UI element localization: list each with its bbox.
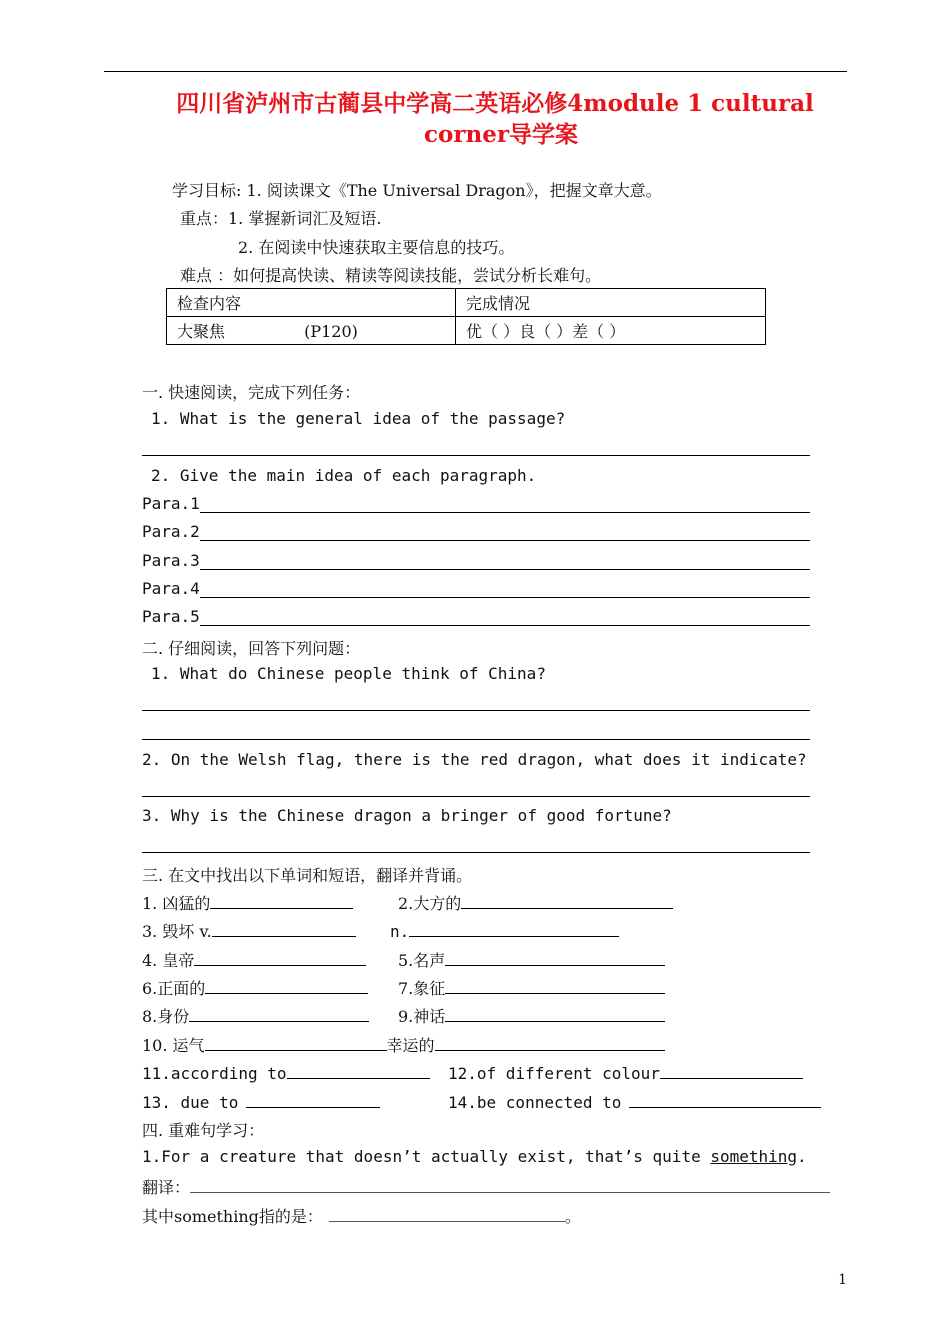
para-label: Para.5 bbox=[142, 607, 200, 626]
vocab-label: n. bbox=[390, 922, 410, 941]
vocab-blank[interactable] bbox=[189, 1004, 369, 1022]
vocab-label: 10. 运气 bbox=[142, 1036, 205, 1055]
table-header-cell: 检查内容 bbox=[167, 289, 456, 317]
para-answer-line[interactable] bbox=[200, 597, 810, 598]
refers-row bbox=[142, 1204, 581, 1227]
answer-line[interactable] bbox=[142, 455, 810, 456]
title-line-2: corner导学案 bbox=[424, 121, 578, 148]
translation-row bbox=[142, 1175, 830, 1198]
section2-question-3: 3. Why is the Chinese dragon a bringer of good fortune? bbox=[142, 806, 672, 825]
translate-label: 翻译： bbox=[142, 1178, 191, 1197]
vocab-label: 11.according to bbox=[142, 1064, 287, 1083]
vocab-item-12 bbox=[448, 1061, 803, 1083]
answer-line[interactable] bbox=[142, 852, 810, 853]
table-cell bbox=[167, 317, 456, 345]
sentence-end: . bbox=[797, 1147, 807, 1166]
vocab-blank[interactable] bbox=[660, 1061, 803, 1079]
table-cell-status: 优（ ）良（ ）差（ ） bbox=[456, 317, 766, 345]
document-title bbox=[100, 88, 890, 150]
key-sentence bbox=[142, 1147, 807, 1166]
vocab-label: 2.大方的 bbox=[398, 894, 462, 913]
vocab-blank[interactable] bbox=[194, 948, 366, 966]
row-page: (P120) bbox=[304, 322, 358, 341]
vocab-item-1 bbox=[142, 891, 353, 914]
vocab-label: 6.正面的 bbox=[142, 979, 206, 998]
key-point-2: 2. 在阅读中快速获取主要信息的技巧。 bbox=[238, 238, 515, 257]
vocab-blank[interactable] bbox=[205, 1033, 387, 1051]
table-row bbox=[167, 317, 766, 345]
section2-question-2: 2. On the Welsh flag, there is the red dragon, what does it indicate? bbox=[142, 750, 807, 769]
vocab-label: 4. 皇帝 bbox=[142, 951, 195, 970]
vocab-blank[interactable] bbox=[445, 1004, 665, 1022]
answer-line[interactable] bbox=[142, 739, 810, 740]
vocab-blank[interactable] bbox=[246, 1090, 380, 1108]
vocab-blank[interactable] bbox=[461, 891, 673, 909]
section2-heading: 二. 仔细阅读，回答下列问题： bbox=[142, 639, 361, 658]
refers-label: 其中something指的是： bbox=[142, 1207, 323, 1226]
vocab-item-6 bbox=[142, 976, 368, 999]
vocab-blank[interactable] bbox=[445, 948, 665, 966]
para-answer-line[interactable] bbox=[200, 625, 810, 626]
vocab-item-3 bbox=[142, 919, 356, 942]
vocab-blank[interactable] bbox=[287, 1061, 430, 1079]
vocab-blank[interactable] bbox=[629, 1090, 821, 1108]
section1-question-2: 2. Give the main idea of each paragraph. bbox=[151, 466, 537, 485]
vocab-item-10 bbox=[142, 1033, 665, 1056]
vocab-item-8 bbox=[142, 1004, 369, 1027]
section3-heading: 三. 在文中找出以下单词和短语，翻译并背诵。 bbox=[142, 866, 473, 885]
para-label: Para.4 bbox=[142, 579, 200, 598]
vocab-label: 14.be connected to bbox=[448, 1093, 622, 1112]
para-answer-line[interactable] bbox=[200, 569, 810, 570]
vocab-label: 3. 毁坏 v. bbox=[142, 922, 212, 941]
refers-blank[interactable] bbox=[329, 1204, 565, 1222]
para-label: Para.1 bbox=[142, 494, 200, 513]
vocab-blank[interactable] bbox=[435, 1033, 665, 1051]
row-item: 大聚焦 bbox=[177, 322, 226, 341]
answer-line[interactable] bbox=[142, 796, 810, 797]
vocab-label: 13. due to bbox=[142, 1093, 239, 1112]
vocab-item-3n bbox=[390, 919, 619, 941]
vocab-label: 9.神话 bbox=[398, 1007, 446, 1026]
vocab-label: 1. 凶猛的 bbox=[142, 894, 211, 913]
vocab-blank[interactable] bbox=[409, 919, 619, 937]
vocab-blank[interactable] bbox=[445, 976, 665, 994]
vocab-item-5 bbox=[398, 948, 665, 971]
key-point-1: 重点：1. 掌握新词汇及短语. bbox=[180, 209, 382, 228]
vocab-item-9 bbox=[398, 1004, 665, 1027]
sentence-underlined-word: something bbox=[710, 1147, 798, 1166]
para-answer-line[interactable] bbox=[200, 512, 810, 513]
title-line-1: 四川省泸州市古蔺县中学高二英语必修4module 1 cultural bbox=[176, 90, 814, 117]
vocab-label: 幸运的 bbox=[386, 1036, 435, 1055]
vocab-item-2 bbox=[398, 891, 673, 914]
answer-line[interactable] bbox=[142, 710, 810, 711]
vocab-item-13 bbox=[142, 1090, 380, 1112]
learning-goal: 学习目标: 1. 阅读课文《The Universal Dragon》，把握文章大意。 bbox=[172, 181, 662, 200]
table-header-cell: 完成情况 bbox=[456, 289, 766, 317]
para-label: Para.2 bbox=[142, 522, 200, 541]
check-table bbox=[166, 288, 766, 345]
table-header-row bbox=[167, 289, 766, 317]
vocab-blank[interactable] bbox=[205, 976, 368, 994]
section4-heading: 四. 重难句学习： bbox=[142, 1121, 265, 1140]
vocab-item-14 bbox=[448, 1090, 821, 1112]
vocab-label: 7.象征 bbox=[398, 979, 446, 998]
vocab-blank[interactable] bbox=[212, 919, 356, 937]
translation-blank[interactable] bbox=[190, 1175, 830, 1193]
para-answer-line[interactable] bbox=[200, 540, 810, 541]
refers-end: 。 bbox=[564, 1207, 581, 1226]
sentence-text: 1.For a creature that doesn’t actually exist, that’s quite bbox=[142, 1147, 711, 1166]
difficulty: 难点 ：如何提高快读、精读等阅读技能，尝试分析长难句。 bbox=[180, 266, 602, 285]
vocab-blank[interactable] bbox=[210, 891, 353, 909]
vocab-item-7 bbox=[398, 976, 665, 999]
section2-question-1: 1. What do Chinese people think of China? bbox=[151, 664, 546, 683]
vocab-item-11 bbox=[142, 1061, 430, 1083]
section1-heading: 一. 快速阅读，完成下列任务： bbox=[142, 383, 361, 402]
vocab-item-4 bbox=[142, 948, 366, 971]
vocab-label: 8.身份 bbox=[142, 1007, 190, 1026]
para-label: Para.3 bbox=[142, 551, 200, 570]
vocab-label: 5.名声 bbox=[398, 951, 446, 970]
vocab-label: 12.of different colour bbox=[448, 1064, 660, 1083]
header-rule bbox=[104, 71, 847, 72]
section1-question-1: 1. What is the general idea of the passage? bbox=[151, 409, 566, 428]
page-number: 1 bbox=[838, 1272, 847, 1288]
